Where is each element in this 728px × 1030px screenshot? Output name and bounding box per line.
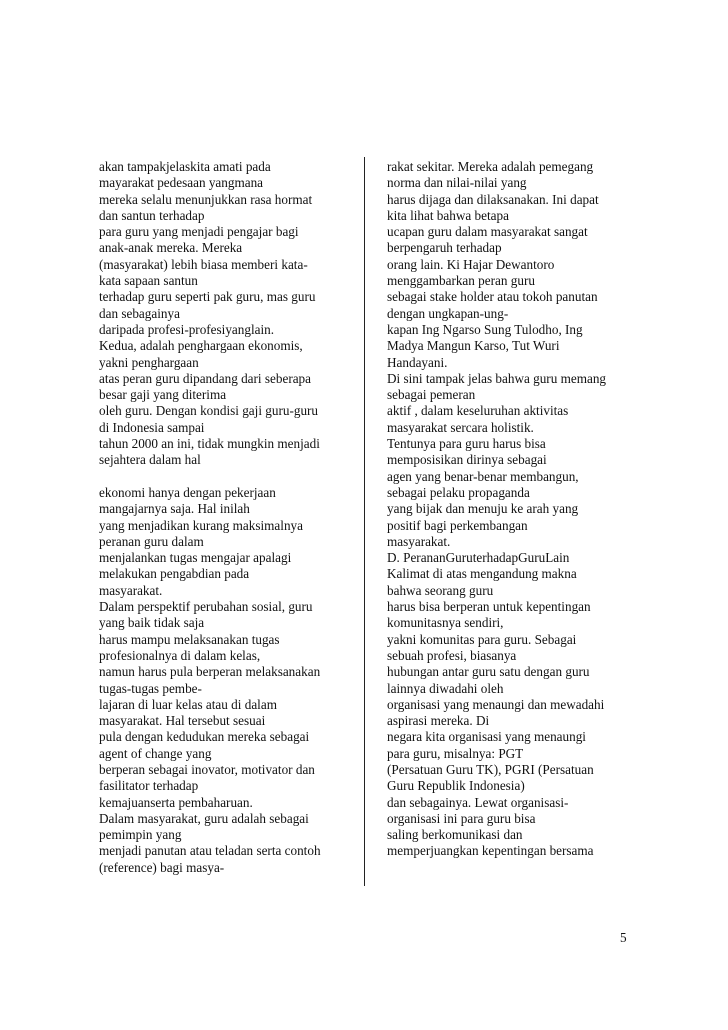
text-line: kita lihat bahwa betapa	[387, 207, 509, 223]
text-line: kata sapaan santun	[99, 273, 198, 289]
right-paragraph	[387, 159, 637, 860]
text-line: (reference) bagi masya-	[99, 859, 225, 875]
text-line: harus mampu melaksanakan tugas	[99, 631, 280, 647]
text-line: berperan sebagai inovator, motivator dan	[99, 761, 315, 777]
text-line: lajaran di luar kelas atau di dalam	[99, 696, 277, 712]
left-paragraph-2	[99, 485, 347, 876]
text-line: agen yang benar-benar membangun,	[387, 468, 579, 484]
text-line: yakni komunitas para guru. Sebagai	[387, 631, 577, 647]
text-line: orang lain. Ki Hajar Dewantoro	[387, 256, 555, 272]
text-line: masyarakat.	[99, 582, 163, 598]
text-line: dan santun terhadap	[99, 207, 205, 223]
text-line: namun harus pula berperan melaksanakan	[99, 664, 321, 680]
text-line: organisasi yang menaungi dan mewadahi	[387, 696, 605, 712]
text-line: yakni penghargaan	[99, 354, 199, 370]
text-line: memposisikan dirinya sebagai	[387, 452, 547, 468]
text-line: negara kita organisasi yang menaungi	[387, 729, 586, 745]
text-line: mayarakat pedesaan yangmana	[99, 175, 264, 191]
text-line: peranan guru dalam	[99, 533, 204, 549]
text-line: D. PerananGuruterhadapGuruLain	[387, 550, 570, 566]
text-line: sebagai pemeran	[387, 387, 476, 403]
text-line: mereka selalu menunjukkan rasa hormat	[99, 191, 313, 207]
text-line: harus dijaga dan dilaksanakan. Ini dapat	[387, 191, 599, 207]
text-line: para guru, misalnya: PGT	[387, 745, 524, 761]
column-divider	[364, 157, 365, 886]
text-line: sebagai pelaku propaganda	[387, 484, 530, 500]
text-line: yang menjadikan kurang maksimalnya	[99, 517, 303, 533]
text-line: di Indonesia sampai	[99, 419, 205, 435]
text-line: lainnya diwadahi oleh	[387, 680, 504, 696]
text-line: oleh guru. Dengan kondisi gaji guru-guru	[99, 403, 319, 419]
left-column	[99, 159, 347, 876]
text-line: masyarakat.	[387, 533, 451, 549]
text-line: kemajuanserta pembaharuan.	[99, 794, 253, 810]
text-line: Handayani.	[387, 354, 448, 370]
text-line: besar gaji yang diterima	[99, 387, 227, 403]
text-line: Madya Mangun Karso, Tut Wuri	[387, 338, 560, 354]
text-line: tugas-tugas pembe-	[99, 680, 202, 696]
text-line: norma dan nilai-nilai yang	[387, 175, 527, 191]
text-line: para guru yang menjadi pengajar bagi	[99, 224, 299, 240]
text-line: masyarakat sercara holistik.	[387, 419, 534, 435]
text-line: menjalankan tugas mengajar apalagi	[99, 550, 292, 566]
text-line: organisasi ini para guru bisa	[387, 810, 536, 826]
text-line: Tentunya para guru harus bisa	[387, 436, 546, 452]
text-line: (Persatuan Guru TK), PGRI (Persatuan	[387, 761, 594, 777]
text-line: Di sini tampak jelas bahwa guru memang	[387, 370, 607, 386]
paragraph-gap	[99, 469, 347, 485]
text-line: aspirasi mereka. Di	[387, 713, 490, 729]
text-line: atas peran guru dipandang dari seberapa	[99, 370, 312, 386]
text-line: yang bijak dan menuju ke arah yang	[387, 501, 579, 517]
text-line: Kedua, adalah penghargaan ekonomis,	[99, 338, 303, 354]
text-line: komunitasnya sendiri,	[387, 615, 504, 631]
text-line: Dalam masyarakat, guru adalah sebagai	[99, 810, 309, 826]
text-line: dan sebagainya. Lewat organisasi-	[387, 794, 569, 810]
text-line: sebagai stake holder atau tokoh panutan	[387, 289, 598, 305]
text-line: rakat sekitar. Mereka adalah pemegang	[387, 159, 594, 174]
text-line: ekonomi hanya dengan pekerjaan	[99, 484, 276, 500]
text-line: Guru Republik Indonesia)	[387, 778, 525, 794]
text-line: daripada profesi-profesiyanglain.	[99, 321, 275, 337]
text-line: masyarakat. Hal tersebut sesuai	[99, 713, 266, 729]
text-line: melakukan pengabdian pada	[99, 566, 250, 582]
text-line: profesionalnya di dalam kelas,	[99, 647, 261, 663]
text-line: kapan Ing Ngarso Sung Tulodho, Ing	[387, 321, 583, 337]
text-line: sebuah profesi, biasanya	[387, 647, 517, 663]
text-line: (masyarakat) lebih biasa memberi kata-	[99, 256, 308, 272]
text-line: terhadap guru seperti pak guru, mas guru	[99, 289, 316, 305]
text-line: Kalimat di atas mengandung makna	[387, 566, 577, 582]
text-line: dan sebagainya	[99, 305, 180, 321]
text-line: tahun 2000 an ini, tidak mungkin menjadi	[99, 436, 320, 452]
text-line: harus bisa berperan untuk kepentingan	[387, 599, 591, 615]
text-line: Dalam perspektif perubahan sosial, guru	[99, 599, 313, 615]
text-line: agent of change yang	[99, 745, 212, 761]
text-line: akan tampakjelaskita amati pada	[99, 159, 271, 174]
text-line: anak-anak mereka. Mereka	[99, 240, 243, 256]
text-line: pemimpin yang	[99, 827, 182, 843]
text-line: mangajarnya saja. Hal inilah	[99, 501, 250, 517]
text-line: yang baik tidak saja	[99, 615, 205, 631]
text-line: sejahtera dalam hal	[99, 452, 201, 468]
text-line: berpengaruh terhadap	[387, 240, 502, 256]
text-line: menggambarkan peran guru	[387, 273, 535, 289]
left-paragraph-1	[99, 159, 347, 469]
text-line: hubungan antar guru satu dengan guru	[387, 664, 590, 680]
text-line: memperjuangkan kepentingan bersama	[387, 843, 594, 859]
text-line: ucapan guru dalam masyarakat sangat	[387, 224, 588, 240]
text-line: menjadi panutan atau teladan serta contoh	[99, 843, 321, 859]
text-line: bahwa seorang guru	[387, 582, 494, 598]
page-number: 5	[620, 930, 627, 945]
text-line: positif bagi perkembangan	[387, 517, 528, 533]
text-line: saling berkomunikasi dan	[387, 827, 523, 843]
text-line: aktif , dalam keseluruhan aktivitas	[387, 403, 569, 419]
text-line: fasilitator terhadap	[99, 778, 199, 794]
text-line: dengan ungkapan-ung-	[387, 305, 509, 321]
text-line: pula dengan kedudukan mereka sebagai	[99, 729, 310, 745]
right-column	[387, 159, 637, 860]
